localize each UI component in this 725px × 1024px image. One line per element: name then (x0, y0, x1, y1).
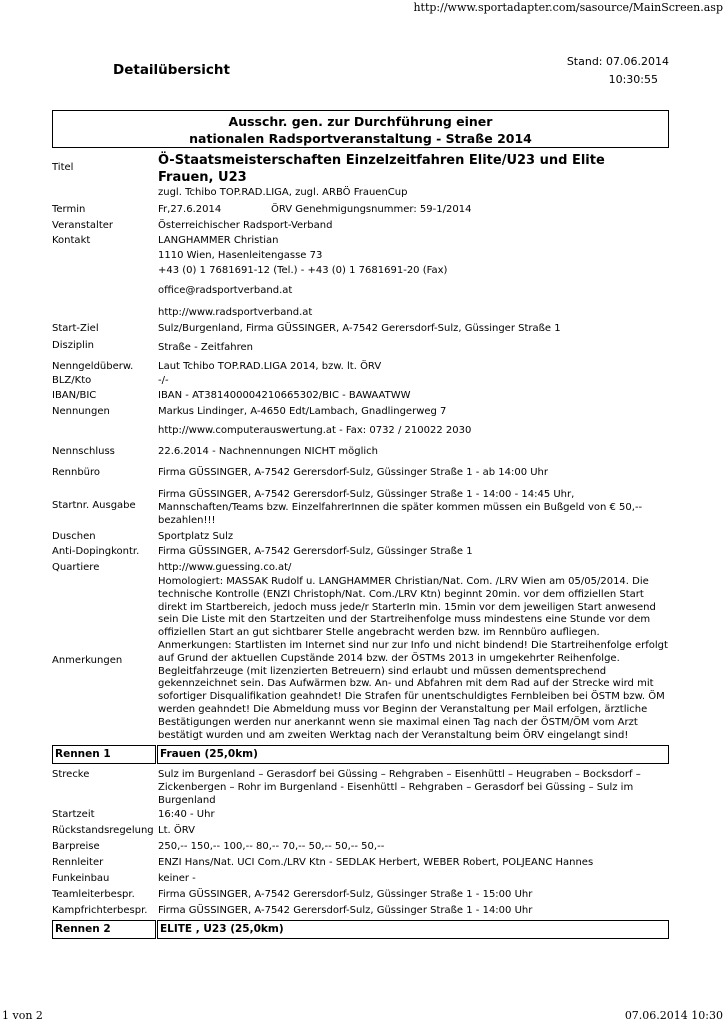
label-rueckstand: Rückstandsregelung (52, 825, 154, 836)
rennen1-label: Rennen 1 (52, 745, 156, 764)
announcement-title-box (52, 110, 669, 148)
value-barpreise: 250,-- 150,-- 100,-- 80,-- 70,-- 50,-- 50,-- 50,-- (158, 841, 385, 852)
value-rennbuero: Firma GÜSSINGER, A-7542 Gerersdorf-Sulz, Güssinger Straße 1 - ab 14:00 Uhr (158, 467, 549, 478)
page-title: Detailübersicht (113, 62, 230, 78)
value-teamleiter: Firma GÜSSINGER, A-7542 Gerersdorf-Sulz, Güssinger Straße 1 - 15:00 Uhr (158, 889, 533, 900)
stand-date: Stand: 07.06.2014 (566, 55, 669, 68)
label-teamleiter: Teamleiterbespr. (52, 889, 135, 900)
value-titel: Ö-Staatsmeisterschaften Einzelzeitfahren Elite/U23 und Elite Frauen, U23 (158, 153, 605, 185)
value-anmerkungen: Homologiert: MASSAK Rudolf u. LANGHAMMER Christian/Nat. Com. /LRV Wien am 05/05/2014. Die technische Kontrolle (ENZI Christoph/Nat. Com./LRV Ktn) beginnt 20min. vor dem offiziellen Start direkt im Startbereich, jedoch muss jede/r StarterIn min. 15min vor dem jeweiligen Start anwesend sein Die Liste mit den Startzeiten und der Startreihenfolge muss mindestens eine Stunde vor dem offiziellen Start an gut sichtbarer Stelle angebracht werden bzw. im Rennbüro aufliegen. Anmerkungen: Startlisten im Internet sind nur zur Info und nicht bindend! Die Startreihenfolge erfolgt auf Grund der aktuellen Cupstände 2014 bzw. der ÖSTMs 2013 in umgekehrter Reihenfolge. Begleitfahrzeuge (mit lizenzierten Betreuern) sind erlaubt und müssen dementsprechend gekennzeichnet sein. Das Aufwärmen bzw. An- und Abfahren mit dem Rad auf der Strecke wird mit sofortiger Disqualifikation geahndet! Die Strafen für unentschuldigtes Fernbleiben bei ÖSTM bzw. ÖM werden geahndet! Die Abmeldung muss vor Beginn der Veranstaltung per Mail erfolgen, ärztliche Bestätigungen werden nur anerkannt wenn sie maximal einen Tag nach der ÖSTM/ÖM vom Arzt bestätigt wurden und am zweiten Werktag nach der Veranstaltung beim ÖRV eingelangt sind! (158, 576, 668, 741)
label-rennleiter: Rennleiter (52, 857, 104, 868)
label-start-ziel: Start-Ziel (52, 323, 99, 334)
label-startzeit: Startzeit (52, 809, 95, 820)
label-funkeinbau: Funkeinbau (52, 873, 110, 884)
value-disziplin: Straße - Zeitfahren (158, 342, 253, 353)
label-doping: Anti-Dopingkontr. (52, 546, 140, 557)
rennen2-title: ELITE , U23 (25,0km) (157, 920, 669, 939)
value-genehmigung: ÖRV Genehmigungsnummer: 59-1/2014 (271, 204, 472, 215)
value-doping: Firma GÜSSINGER, A-7542 Gerersdorf-Sulz, Güssinger Straße 1 (158, 546, 473, 557)
print-timestamp: 07.06.2014 10:30 (624, 1009, 723, 1022)
value-rueckstand: Lt. ÖRV (158, 825, 195, 836)
value-titel-sub: zugl. Tchibo TOP.RAD.LIGA, zugl. ARBÖ FrauenCup (158, 187, 408, 198)
value-nennungen-address: Markus Lindinger, A-4650 Edt/Lambach, Gnadlingerweg 7 (158, 406, 447, 417)
page-counter: 1 von 2 (2, 1009, 43, 1022)
label-nenngeld: Nenngeldüberw. (52, 361, 134, 372)
value-blz: -/- (158, 375, 169, 386)
announcement-title-line1: Ausschr. gen. zur Durchführung einer (228, 114, 493, 129)
label-kampfrichter: Kampfrichterbespr. (52, 905, 148, 916)
value-iban: IBAN - AT381400004210665302/BIC - BAWAATWW (158, 390, 411, 401)
label-disziplin: Disziplin (52, 340, 94, 351)
value-nennschluss: 22.6.2014 - Nachnennungen NICHT möglich (158, 446, 378, 457)
value-strecke: Sulz im Burgenland – Gerasdorf bei Güssing – Rehgraben – Eisenhüttl – Heugraben – Bocksdorf – Zickenbergen – Rohr im Burgenland - Eisenhüttl – Rehgraben – Gerasdorf bei Güssing – Sulz im Burgenland (158, 769, 641, 806)
value-nennungen-web[interactable]: http://www.computerauswertung.at - Fax: 0732 / 210022 2030 (158, 425, 472, 436)
value-startzeit: 16:40 - Uhr (158, 809, 215, 820)
value-termin: Fr,27.6.2014 (158, 204, 222, 215)
value-quartiere[interactable]: http://www.guessing.co.at/ (158, 562, 292, 573)
stand-time: 10:30:55 (608, 73, 658, 86)
value-kontakt-email[interactable]: office@radsportverband.at (158, 285, 293, 296)
label-kontakt: Kontakt (52, 235, 91, 246)
value-kontakt-address: 1110 Wien, Hasenleitengasse 73 (158, 250, 323, 261)
value-kampfrichter: Firma GÜSSINGER, A-7542 Gerersdorf-Sulz, Güssinger Straße 1 - 14:00 Uhr (158, 905, 533, 916)
label-veranstalter: Veranstalter (52, 220, 114, 231)
label-nennungen: Nennungen (52, 406, 110, 417)
label-iban: IBAN/BIC (52, 390, 97, 401)
label-blz: BLZ/Kto (52, 375, 92, 386)
label-anmerkungen: Anmerkungen (52, 655, 123, 666)
label-termin: Termin (52, 204, 86, 215)
label-strecke: Strecke (52, 769, 90, 780)
source-url: http://www.sportadapter.com/sasource/MainScreen.asp (413, 1, 723, 14)
announcement-title-line2: nationalen Radsportveranstaltung - Straße 2014 (189, 131, 532, 146)
label-startnr: Startnr. Ausgabe (52, 500, 136, 511)
value-rennleiter: ENZI Hans/Nat. UCI Com./LRV Ktn - SEDLAK Herbert, WEBER Robert, POLJEANC Hannes (158, 857, 594, 868)
value-duschen: Sportplatz Sulz (158, 531, 234, 542)
rennen2-label: Rennen 2 (52, 920, 156, 939)
rennen1-title: Frauen (25,0km) (157, 745, 669, 764)
label-rennbuero: Rennbüro (52, 467, 101, 478)
label-quartiere: Quartiere (52, 562, 100, 573)
value-start-ziel: Sulz/Burgenland, Firma GÜSSINGER, A-7542 Gerersdorf-Sulz, Güssinger Straße 1 (158, 323, 561, 334)
label-duschen: Duschen (52, 531, 96, 542)
value-startnr: Firma GÜSSINGER, A-7542 Gerersdorf-Sulz, Güssinger Straße 1 - 14:00 - 14:45 Uhr, Mannschaften/Teams bzw. EinzelfahrerInnen die später kommen müssen ein Bußgeld von € 50,-- bezahlen!!! (158, 489, 643, 526)
label-nennschluss: Nennschluss (52, 446, 115, 457)
label-barpreise: Barpreise (52, 841, 100, 852)
value-kontakt-website[interactable]: http://www.radsportverband.at (158, 307, 313, 318)
value-kontakt-phone: +43 (0) 1 7681691-12 (Tel.) - +43 (0) 1 7681691-20 (Fax) (158, 265, 448, 276)
value-veranstalter: Österreichischer Radsport-Verband (158, 220, 333, 231)
value-funkeinbau: keiner - (158, 873, 196, 884)
value-kontakt-name: LANGHAMMER Christian (158, 235, 279, 246)
value-nenngeld: Laut Tchibo TOP.RAD.LIGA 2014, bzw. lt. ÖRV (158, 361, 382, 372)
label-titel: Titel (52, 162, 74, 173)
